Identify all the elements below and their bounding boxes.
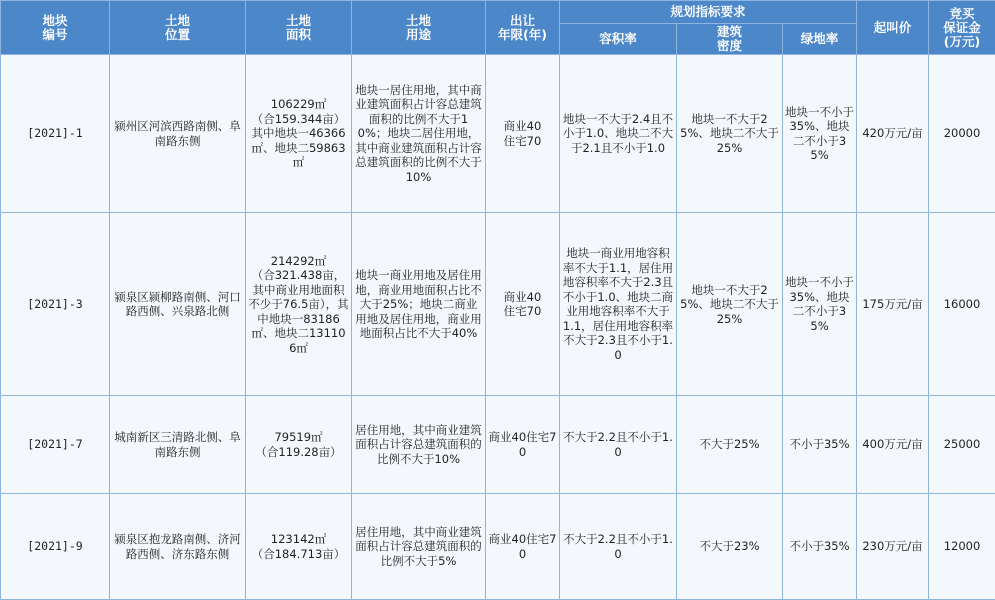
cell-green: 地块一不小于35%、地块二不小于35% — [783, 55, 857, 213]
cell-deposit: 12000 — [929, 494, 995, 600]
cell-green: 地块一不小于35%、地块二不小于35% — [783, 213, 857, 396]
header-area: 土地 面积 — [246, 1, 352, 55]
cell-term: 商业40 住宅70 — [486, 213, 560, 396]
cell-far: 地块一不大于2.4且不小于1.0、地块二不大于2.1且不小于1.0 — [560, 55, 677, 213]
table-row — [1, 55, 995, 213]
cell-density: 不大于23% — [677, 494, 783, 600]
cell-location: 城南新区三清路北侧、阜南路东侧 — [110, 396, 246, 494]
header-location: 土地 位置 — [110, 1, 246, 55]
header-use: 土地 用途 — [352, 1, 486, 55]
header-density: 建筑 密度 — [677, 24, 783, 55]
table-row — [1, 494, 995, 600]
cell-plot-no: [2021]-7 — [1, 396, 110, 494]
header-deposit: 竞买 保证金 (万元) — [929, 1, 995, 55]
header-start-price: 起叫价 — [857, 1, 929, 55]
cell-area: 214292㎡ （合321.438亩，其中商业用地面积不少于76.5亩），其中地块一83186㎡、地块二131106㎡ — [246, 213, 352, 396]
cell-use: 地块一商业用地及居住用地，商业用地面积占比不大于25%；地块二商业用地及居住用地，商业用地面积占比不大于40% — [352, 213, 486, 396]
cell-area: 79519㎡ （合119.28亩） — [246, 396, 352, 494]
cell-term: 商业40住宅70 — [486, 494, 560, 600]
cell-start-price: 175万元/亩 — [857, 213, 929, 396]
table-row — [1, 396, 995, 494]
table-header — [1, 1, 995, 55]
cell-use: 地块一居住用地，其中商业建筑面积占计容总建筑面积的比例不大于10%；地块二居住用地，其中商业建筑面积占计容总建筑面积的比例不大于10% — [352, 55, 486, 213]
header-planning: 规划指标要求 — [560, 1, 857, 24]
cell-use: 居住用地，其中商业建筑面积占计容总建筑面积的比例不大于10% — [352, 396, 486, 494]
cell-density: 地块一不大于25%、地块二不大于25% — [677, 213, 783, 396]
header-plot-no: 地块 编号 — [1, 1, 110, 55]
cell-location: 颍州区河滨西路南侧、阜南路东侧 — [110, 55, 246, 213]
cell-area: 106229㎡ （合159.344亩）其中地块一46366㎡、地块二59863㎡ — [246, 55, 352, 213]
cell-density: 不大于25% — [677, 396, 783, 494]
cell-location: 颍泉区抱龙路南侧、济河路西侧、济东路东侧 — [110, 494, 246, 600]
cell-green: 不小于35% — [783, 396, 857, 494]
table-row — [1, 213, 995, 396]
cell-deposit: 20000 — [929, 55, 995, 213]
cell-term: 商业40 住宅70 — [486, 55, 560, 213]
cell-start-price: 230万元/亩 — [857, 494, 929, 600]
cell-start-price: 400万元/亩 — [857, 396, 929, 494]
cell-deposit: 16000 — [929, 213, 995, 396]
cell-area: 123142㎡ （合184.713亩） — [246, 494, 352, 600]
cell-far: 不大于2.2且不小于1.0 — [560, 494, 677, 600]
cell-start-price: 420万元/亩 — [857, 55, 929, 213]
cell-plot-no: [2021]-3 — [1, 213, 110, 396]
cell-plot-no: [2021]-9 — [1, 494, 110, 600]
cell-plot-no: [2021]-1 — [1, 55, 110, 213]
cell-location: 颍泉区颍柳路南侧、河口路西侧、兴泉路北侧 — [110, 213, 246, 396]
header-green: 绿地率 — [783, 24, 857, 55]
cell-term: 商业40住宅70 — [486, 396, 560, 494]
header-term: 出让 年限(年) — [486, 1, 560, 55]
table-body — [1, 55, 995, 600]
cell-deposit: 25000 — [929, 396, 995, 494]
header-far: 容积率 — [560, 24, 677, 55]
cell-use: 居住用地，其中商业建筑面积占计容总建筑面积的比例不大于5% — [352, 494, 486, 600]
cell-green: 不小于35% — [783, 494, 857, 600]
cell-far: 不大于2.2且不小于1.0 — [560, 396, 677, 494]
cell-density: 地块一不大于25%、地块二不大于25% — [677, 55, 783, 213]
cell-far: 地块一商业用地容积率不大于1.1，居住用地容积率不大于2.3且不小于1.0、地块二商业用地容积率不大于1.1，居住用地容积率不大于2.3且不小于1.0 — [560, 213, 677, 396]
